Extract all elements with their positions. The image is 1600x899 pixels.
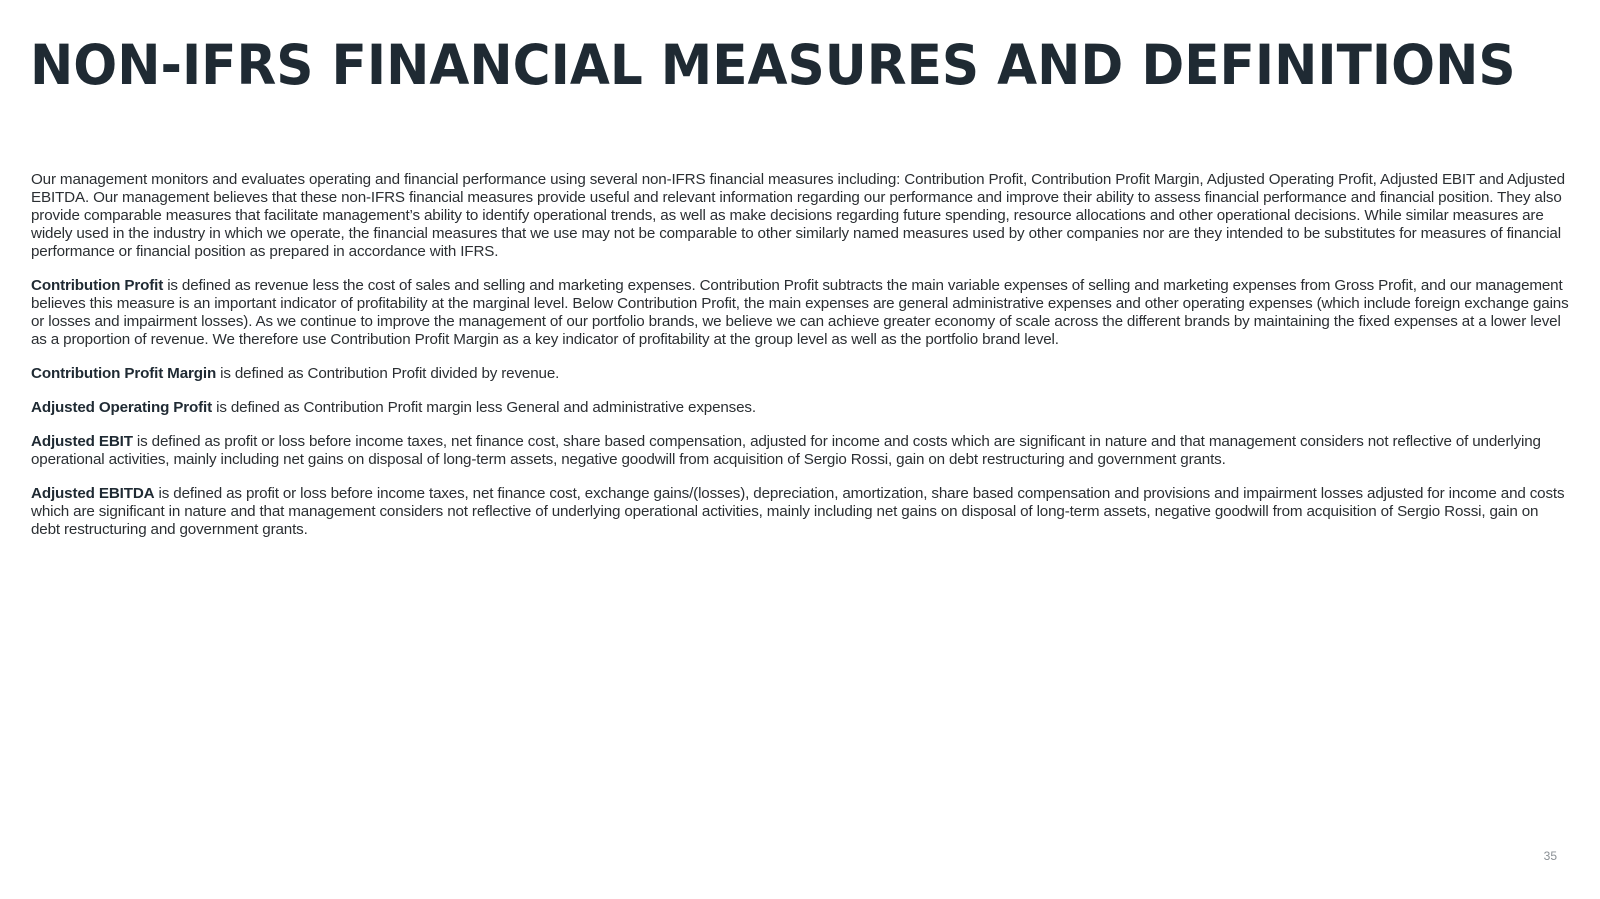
definition-text: is defined as Contribution Profit divided by revenue. xyxy=(216,365,560,382)
definition-adjusted-ebit xyxy=(31,433,1571,469)
definition-adjusted-ebitda xyxy=(31,485,1571,539)
definition-term: Adjusted EBITDA xyxy=(31,485,155,502)
definition-text: is defined as profit or loss before income taxes, net finance cost, exchange gains/(losses), depreciation, amortization, share based compensation and provisions and impairment losses adjusted for income and costs which are significant in nature and that management considers not reflective of underlying operational activities, mainly including net gains on disposal of long-term assets, negative goodwill from acquisition of Sergio Rossi, gain on debt restructuring and government grants. xyxy=(31,485,1565,538)
definition-contribution-profit-margin xyxy=(31,365,1571,383)
intro-paragraph: Our management monitors and evaluates operating and financial performance using several non-IFRS financial measures including: Contribution Profit, Contribution Profit Margin, Adjusted Operating Profit, Adjusted EBIT and Adjusted EBITDA. Our management believes that these non-IFRS financial measures provide useful and relevant information regarding our performance and improve their ability to assess financial performance and financial position. They also provide comparable measures that facilitate management’s ability to identify operational trends, as well as make decisions regarding future spending, resource allocations and other operational decisions. While similar measures are widely used in the industry in which we operate, the financial measures that we use may not be comparable to other similarly named measures used by other companies nor are they intended to be substitutes for measures of financial performance or financial position as prepared in accordance with IFRS. xyxy=(31,171,1565,260)
definition-contribution-profit xyxy=(31,277,1571,349)
definition-text: is defined as profit or loss before income taxes, net finance cost, share based compensation, adjusted for income and costs which are significant in nature and that management considers not reflective of underlying operational activities, mainly including net gains on disposal of long-term assets, negative goodwill from acquisition of Sergio Rossi, gain on debt restructuring and government grants. xyxy=(31,433,1541,468)
definition-term: Adjusted Operating Profit xyxy=(31,399,213,416)
definition-text: is defined as Contribution Profit margin less General and administrative expenses. xyxy=(212,399,756,416)
definitions-body xyxy=(31,171,1571,555)
definition-term: Adjusted EBIT xyxy=(31,433,133,450)
page-number: 35 xyxy=(1543,849,1557,863)
page-title: NON-IFRS FINANCIAL MEASURES AND DEFINITIONS xyxy=(30,33,1516,97)
definition-adjusted-operating-profit xyxy=(31,399,1571,417)
definition-text: is defined as revenue less the cost of sales and selling and marketing expenses. Contribution Profit subtracts the main variable expenses of selling and marketing expenses from Gross Profit, and our management believes this measure is an important indicator of profitability at the marginal level. Below Contribution Profit, the main expenses are general administrative expenses and other operating expenses (which include foreign exchange gains or losses and impairment losses). As we continue to improve the management of our portfolio brands, we believe we can achieve greater economy of scale across the different brands by maintaining the fixed expenses at a lower level as a proportion of revenue. We therefore use Contribution Profit Margin as a key indicator of profitability at the group level as well as the portfolio brand level. xyxy=(31,277,1569,348)
definition-term: Contribution Profit Margin xyxy=(31,365,217,382)
definition-term: Contribution Profit xyxy=(31,277,164,294)
